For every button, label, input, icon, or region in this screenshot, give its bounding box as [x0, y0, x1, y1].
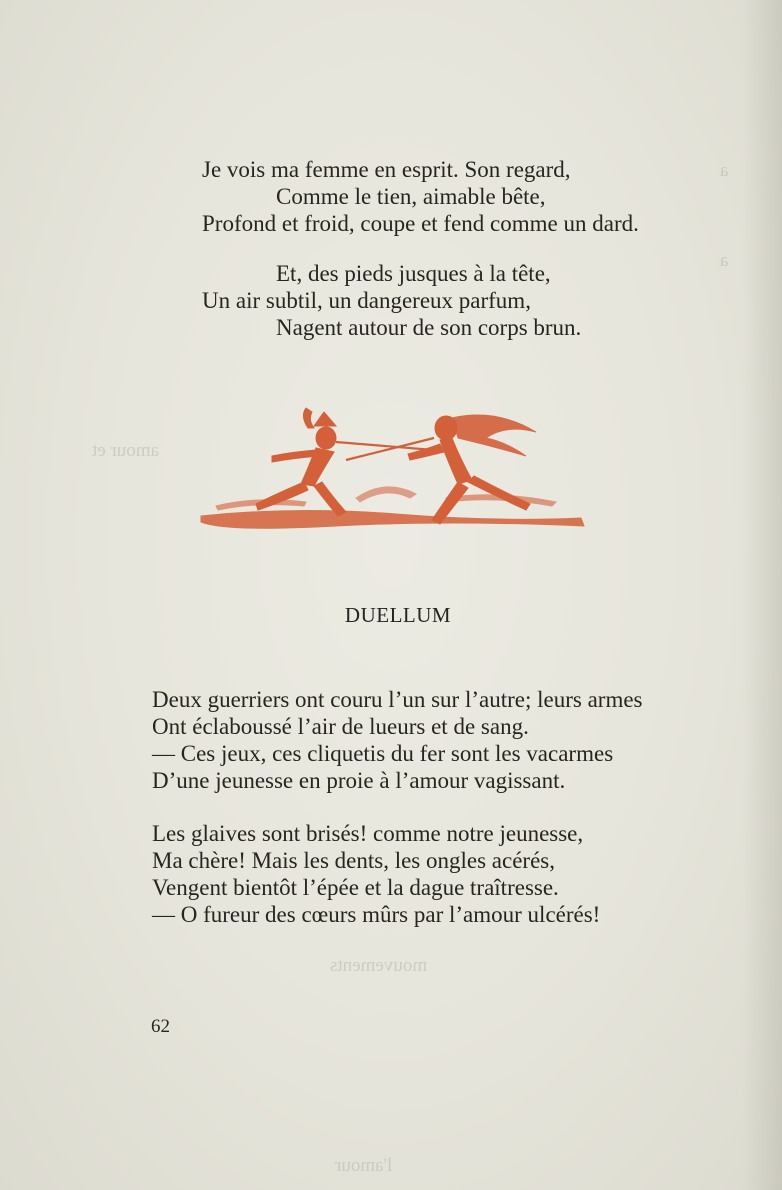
- verse-line: Profond et froid, coupe et fend comme un dard.: [202, 211, 639, 236]
- top-poem-stanza-1: [202, 156, 639, 237]
- verse-line: — O fureur des cœurs mûrs par l’amour ulcérés!: [152, 902, 601, 927]
- duelling-swordsmen-engraving-icon: [196, 398, 586, 534]
- verse-line: Ma chère! Mais les dents, les ongles acérés,: [152, 848, 555, 873]
- show-through-text: mouvements: [330, 955, 428, 976]
- verse-line: Vengent bientôt l’épée et la dague traîtresse.: [152, 875, 559, 900]
- duellum-stanza-2: [152, 820, 600, 928]
- page-edge-shadow: [742, 0, 782, 1190]
- verse-line: Nagent autour de son corps brun.: [276, 315, 582, 340]
- show-through-text: l'amour: [335, 1155, 393, 1176]
- show-through-text: a: [720, 250, 729, 271]
- verse-line: Un air subtil, un dangereux parfum,: [202, 288, 531, 313]
- verse-line: — Ces jeux, ces cliquetis du fer sont les vacarmes: [152, 741, 614, 766]
- verse-line: Je vois ma femme en esprit. Son regard,: [202, 157, 571, 182]
- show-through-text: amour et: [92, 440, 160, 461]
- show-through-text: a: [720, 160, 729, 181]
- verse-line: D’une jeunesse en proie à l’amour vagissant.: [152, 768, 566, 793]
- top-poem-stanza-2: [202, 260, 581, 341]
- verse-line: Comme le tien, aimable bête,: [276, 184, 546, 209]
- duellum-stanza-1: [152, 686, 643, 794]
- verse-line: Ont éclaboussé l’air de lueurs et de sang.: [152, 714, 529, 739]
- page-number: 62: [151, 1016, 170, 1037]
- poem-title: DUELLUM: [344, 603, 452, 627]
- verse-line: Les glaives sont brisés! comme notre jeunesse,: [152, 821, 584, 846]
- verse-line: Deux guerriers ont couru l’un sur l’autre; leurs armes: [152, 687, 643, 712]
- verse-line: Et, des pieds jusques à la tête,: [276, 261, 551, 286]
